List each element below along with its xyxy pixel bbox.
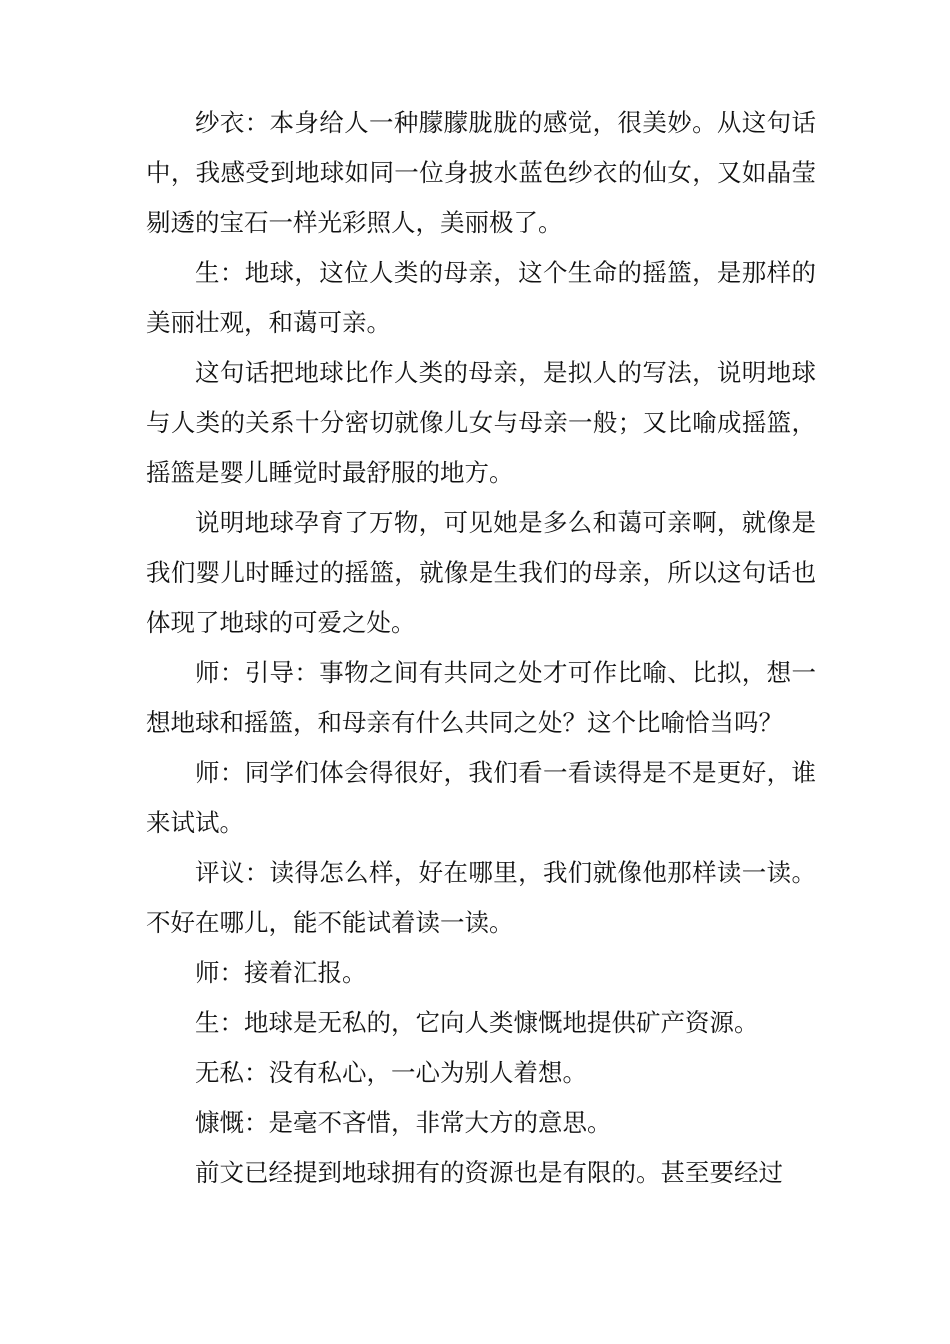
document-body	[146, 98, 816, 1198]
paragraph-3: 这句话把地球比作人类的母亲，是拟人的写法，说明地球与人类的关系十分密切就像儿女与母亲一般；又比喻成摇篮，摇篮是婴儿睡觉时最舒服的地方。	[146, 358, 816, 487]
paragraph-8: 师：接着汇报。	[195, 958, 367, 987]
paragraph-9: 生：地球是无私的，它向人类慷慨地提供矿产资源。	[195, 1008, 759, 1037]
paragraph-12: 前文已经提到地球拥有的资源也是有限的。甚至要经过	[195, 1158, 783, 1187]
paragraph-6: 师：同学们体会得很好，我们看一看读得是不是更好，谁来试试。	[146, 758, 816, 837]
paragraph-5: 师：引导：事物之间有共同之处才可作比喻、比拟，想一想地球和摇篮，和母亲有什么共同之处？这个比喻恰当吗？	[146, 658, 816, 737]
paragraph-2: 生：地球，这位人类的母亲，这个生命的摇篮，是那样的美丽壮观，和蔼可亲。	[146, 258, 816, 337]
paragraph-1: 纱衣：本身给人一种朦朦胧胧的感觉，很美妙。从这句话中，我感受到地球如同一位身披水蓝色纱衣的仙女，又如晶莹剔透的宝石一样光彩照人，美丽极了。	[146, 108, 816, 237]
paragraph-11: 慷慨：是毫不吝惜，非常大方的意思。	[195, 1108, 612, 1137]
paragraph-4: 说明地球孕育了万物，可见她是多么和蔼可亲啊，就像是我们婴儿时睡过的摇篮，就像是生我们的母亲，所以这句话也体现了地球的可爱之处。	[146, 508, 816, 637]
paragraph-7: 评议：读得怎么样，好在哪里，我们就像他那样读一读。不好在哪儿，能不能试着读一读。	[146, 858, 816, 937]
paragraph-10: 无私：没有私心，一心为别人着想。	[195, 1058, 587, 1087]
